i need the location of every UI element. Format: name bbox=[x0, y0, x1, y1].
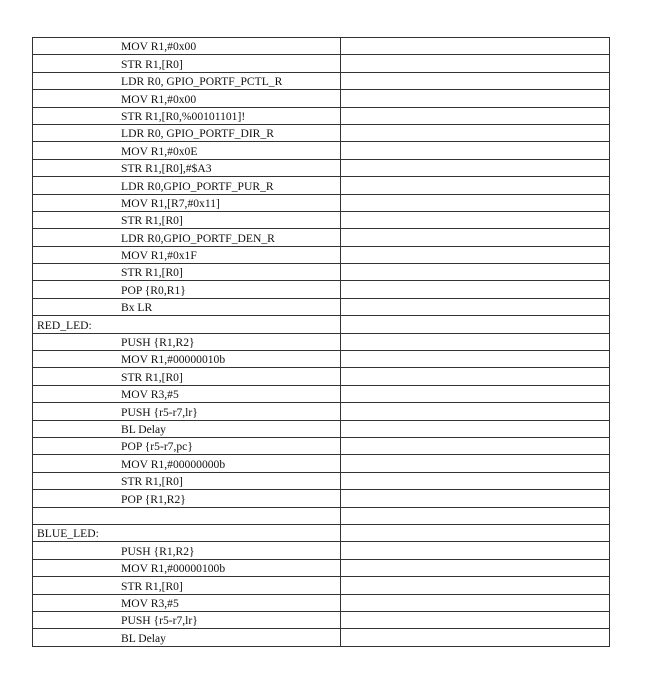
code-cell bbox=[33, 385, 341, 402]
comment-cell bbox=[341, 455, 610, 472]
comment-cell bbox=[341, 211, 610, 228]
comment-cell bbox=[341, 316, 610, 333]
comment-cell bbox=[341, 142, 610, 159]
comment-cell bbox=[341, 507, 610, 524]
instruction-text: MOV R1,#0x00 bbox=[121, 40, 197, 54]
code-cell bbox=[33, 577, 341, 594]
instruction-text: LDR R0,GPIO_PORTF_DEN_R bbox=[121, 231, 275, 245]
code-cell bbox=[33, 333, 341, 350]
code-cell bbox=[33, 159, 341, 176]
code-row bbox=[33, 437, 610, 454]
code-cell bbox=[33, 611, 341, 628]
code-cell bbox=[33, 420, 341, 437]
code-cell bbox=[33, 246, 341, 263]
code-row bbox=[33, 316, 610, 333]
code-row bbox=[33, 38, 610, 55]
comment-cell bbox=[341, 124, 610, 141]
instruction-text: MOV R1,#0x00 bbox=[121, 92, 197, 106]
comment-cell bbox=[341, 229, 610, 246]
instruction-text: MOV R3,#5 bbox=[121, 596, 179, 610]
instruction-text: STR R1,[R0] bbox=[121, 475, 183, 489]
comment-cell bbox=[341, 246, 610, 263]
instruction-text: BL Delay bbox=[121, 631, 166, 645]
instruction-text: POP {r5-r7,pc} bbox=[121, 440, 193, 454]
instruction-text: POP {R1,R2} bbox=[121, 492, 186, 506]
code-row bbox=[33, 142, 610, 159]
comment-cell bbox=[341, 107, 610, 124]
instruction-text: MOV R1,#00000010b bbox=[121, 353, 226, 367]
comment-cell bbox=[341, 194, 610, 211]
code-cell bbox=[33, 524, 341, 541]
code-row bbox=[33, 246, 610, 263]
code-row bbox=[33, 577, 610, 594]
code-row bbox=[33, 524, 610, 541]
code-cell bbox=[33, 177, 341, 194]
code-row bbox=[33, 559, 610, 576]
code-cell bbox=[33, 403, 341, 420]
code-row bbox=[33, 229, 610, 246]
code-cell bbox=[33, 55, 341, 72]
code-row bbox=[33, 211, 610, 228]
code-cell bbox=[33, 281, 341, 298]
code-row bbox=[33, 594, 610, 611]
code-row bbox=[33, 159, 610, 176]
comment-cell bbox=[341, 55, 610, 72]
code-row bbox=[33, 490, 610, 507]
comment-cell bbox=[341, 577, 610, 594]
comment-cell bbox=[341, 594, 610, 611]
instruction-text: POP {R0,R1} bbox=[121, 283, 186, 297]
instruction-text: PUSH {R1,R2} bbox=[121, 336, 195, 350]
code-row bbox=[33, 194, 610, 211]
instruction-text: STR R1,[R0] bbox=[121, 370, 183, 384]
code-row bbox=[33, 281, 610, 298]
code-row bbox=[33, 124, 610, 141]
instruction-text: LDR R0, GPIO_PORTF_PCTL_R bbox=[121, 75, 283, 89]
code-cell bbox=[33, 194, 341, 211]
comment-cell bbox=[341, 559, 610, 576]
code-row bbox=[33, 542, 610, 559]
routine-label: BLUE_LED: bbox=[37, 527, 99, 541]
code-row bbox=[33, 351, 610, 368]
comment-cell bbox=[341, 72, 610, 89]
comment-cell bbox=[341, 490, 610, 507]
code-cell bbox=[33, 142, 341, 159]
routine-label: RED_LED: bbox=[37, 318, 92, 332]
code-cell bbox=[33, 229, 341, 246]
code-cell bbox=[33, 594, 341, 611]
comment-cell bbox=[341, 437, 610, 454]
comment-cell bbox=[341, 611, 610, 628]
comment-cell bbox=[341, 38, 610, 55]
code-row bbox=[33, 455, 610, 472]
comment-cell bbox=[341, 264, 610, 281]
code-cell bbox=[33, 316, 341, 333]
instruction-text: PUSH {r5-r7,lr} bbox=[121, 614, 198, 628]
code-cell bbox=[33, 211, 341, 228]
code-cell bbox=[33, 107, 341, 124]
comment-cell bbox=[341, 351, 610, 368]
instruction-text: STR R1,[R0],#$A3 bbox=[121, 162, 212, 176]
comment-cell bbox=[341, 159, 610, 176]
code-table-body bbox=[33, 38, 610, 647]
code-cell bbox=[33, 38, 341, 55]
instruction-text: MOV R1,[R7,#0x11] bbox=[121, 196, 220, 210]
instruction-text: MOV R3,#5 bbox=[121, 388, 179, 402]
code-row bbox=[33, 107, 610, 124]
comment-cell bbox=[341, 385, 610, 402]
code-cell bbox=[33, 542, 341, 559]
code-cell bbox=[33, 72, 341, 89]
comment-cell bbox=[341, 472, 610, 489]
instruction-text: STR R1,[R0] bbox=[121, 579, 183, 593]
code-row bbox=[33, 629, 610, 646]
code-row bbox=[33, 90, 610, 107]
code-row bbox=[33, 472, 610, 489]
comment-cell bbox=[341, 90, 610, 107]
code-cell bbox=[33, 559, 341, 576]
code-cell bbox=[33, 437, 341, 454]
code-cell bbox=[33, 124, 341, 141]
code-row bbox=[33, 611, 610, 628]
code-cell bbox=[33, 455, 341, 472]
code-cell bbox=[33, 472, 341, 489]
instruction-text: LDR R0, GPIO_PORTF_DIR_R bbox=[121, 127, 274, 141]
code-cell bbox=[33, 264, 341, 281]
comment-cell bbox=[341, 368, 610, 385]
code-cell bbox=[33, 298, 341, 315]
comment-cell bbox=[341, 177, 610, 194]
comment-cell bbox=[341, 542, 610, 559]
code-row bbox=[33, 298, 610, 315]
code-row bbox=[33, 507, 610, 524]
code-row bbox=[33, 403, 610, 420]
code-row bbox=[33, 55, 610, 72]
comment-cell bbox=[341, 524, 610, 541]
comment-cell bbox=[341, 281, 610, 298]
comment-cell bbox=[341, 333, 610, 350]
code-row bbox=[33, 385, 610, 402]
code-cell bbox=[33, 90, 341, 107]
code-table-sheet bbox=[32, 37, 608, 647]
instruction-text: STR R1,[R0] bbox=[121, 266, 183, 280]
code-cell bbox=[33, 368, 341, 385]
instruction-text: LDR R0,GPIO_PORTF_PUR_R bbox=[121, 179, 274, 193]
instruction-text: PUSH {r5-r7,lr} bbox=[121, 405, 198, 419]
code-cell bbox=[33, 629, 341, 646]
instruction-text: PUSH {R1,R2} bbox=[121, 544, 195, 558]
instruction-text: MOV R1,#0x1F bbox=[121, 249, 197, 263]
code-row bbox=[33, 264, 610, 281]
instruction-text: Bx LR bbox=[121, 301, 153, 315]
instruction-text: STR R1,[R0] bbox=[121, 214, 183, 228]
instruction-text: STR R1,[R0,%00101101]! bbox=[121, 109, 246, 123]
code-cell bbox=[33, 490, 341, 507]
instruction-text: MOV R1,#00000000b bbox=[121, 457, 226, 471]
instruction-text: STR R1,[R0] bbox=[121, 57, 183, 71]
code-cell bbox=[33, 507, 341, 524]
code-row bbox=[33, 333, 610, 350]
code-row bbox=[33, 72, 610, 89]
comment-cell bbox=[341, 420, 610, 437]
instruction-text: BL Delay bbox=[121, 422, 166, 436]
code-row bbox=[33, 177, 610, 194]
comment-cell bbox=[341, 629, 610, 646]
code-row bbox=[33, 368, 610, 385]
instruction-text: MOV R1,#00000100b bbox=[121, 562, 226, 576]
assembly-code-table bbox=[32, 37, 610, 647]
instruction-text: MOV R1,#0x0E bbox=[121, 144, 198, 158]
comment-cell bbox=[341, 298, 610, 315]
code-row bbox=[33, 420, 610, 437]
code-cell bbox=[33, 351, 341, 368]
comment-cell bbox=[341, 403, 610, 420]
